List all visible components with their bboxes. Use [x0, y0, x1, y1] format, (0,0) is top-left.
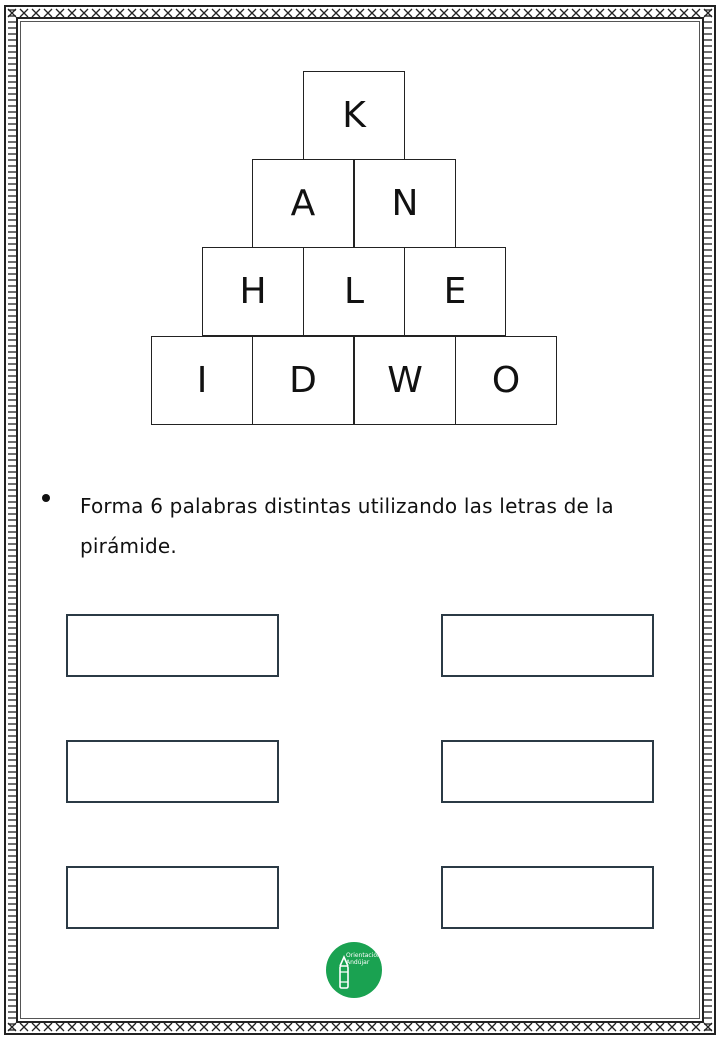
- pyramid-cell: I: [151, 336, 253, 425]
- answer-box-6[interactable]: [441, 866, 654, 929]
- logo-text-line2: Andújar: [346, 959, 370, 966]
- pyramid-cell: L: [303, 247, 405, 336]
- pyramid-cell: E: [404, 247, 506, 336]
- pencil-icon: [326, 942, 382, 998]
- pyramid-cell: N: [354, 159, 456, 248]
- pyramid-cell: A: [252, 159, 354, 248]
- logo-text-line1: Orientación: [346, 952, 381, 959]
- bullet-point: [42, 494, 50, 502]
- pyramid-cell: H: [202, 247, 304, 336]
- instruction-text: Forma 6 palabras distintas utilizando las letras de la pirámide.: [80, 494, 614, 558]
- pyramid-cell: K: [303, 71, 405, 160]
- orientacion-andujar-logo: [326, 942, 382, 998]
- pyramid-cell: D: [252, 336, 354, 425]
- letter-pyramid: [0, 0, 720, 440]
- answer-box-2[interactable]: [441, 614, 654, 677]
- answer-box-5[interactable]: [66, 866, 279, 929]
- pyramid-cell: W: [354, 336, 456, 425]
- answer-box-1[interactable]: [66, 614, 279, 677]
- answer-box-4[interactable]: [441, 740, 654, 803]
- pyramid-cell: O: [455, 336, 557, 425]
- answer-box-3[interactable]: [66, 740, 279, 803]
